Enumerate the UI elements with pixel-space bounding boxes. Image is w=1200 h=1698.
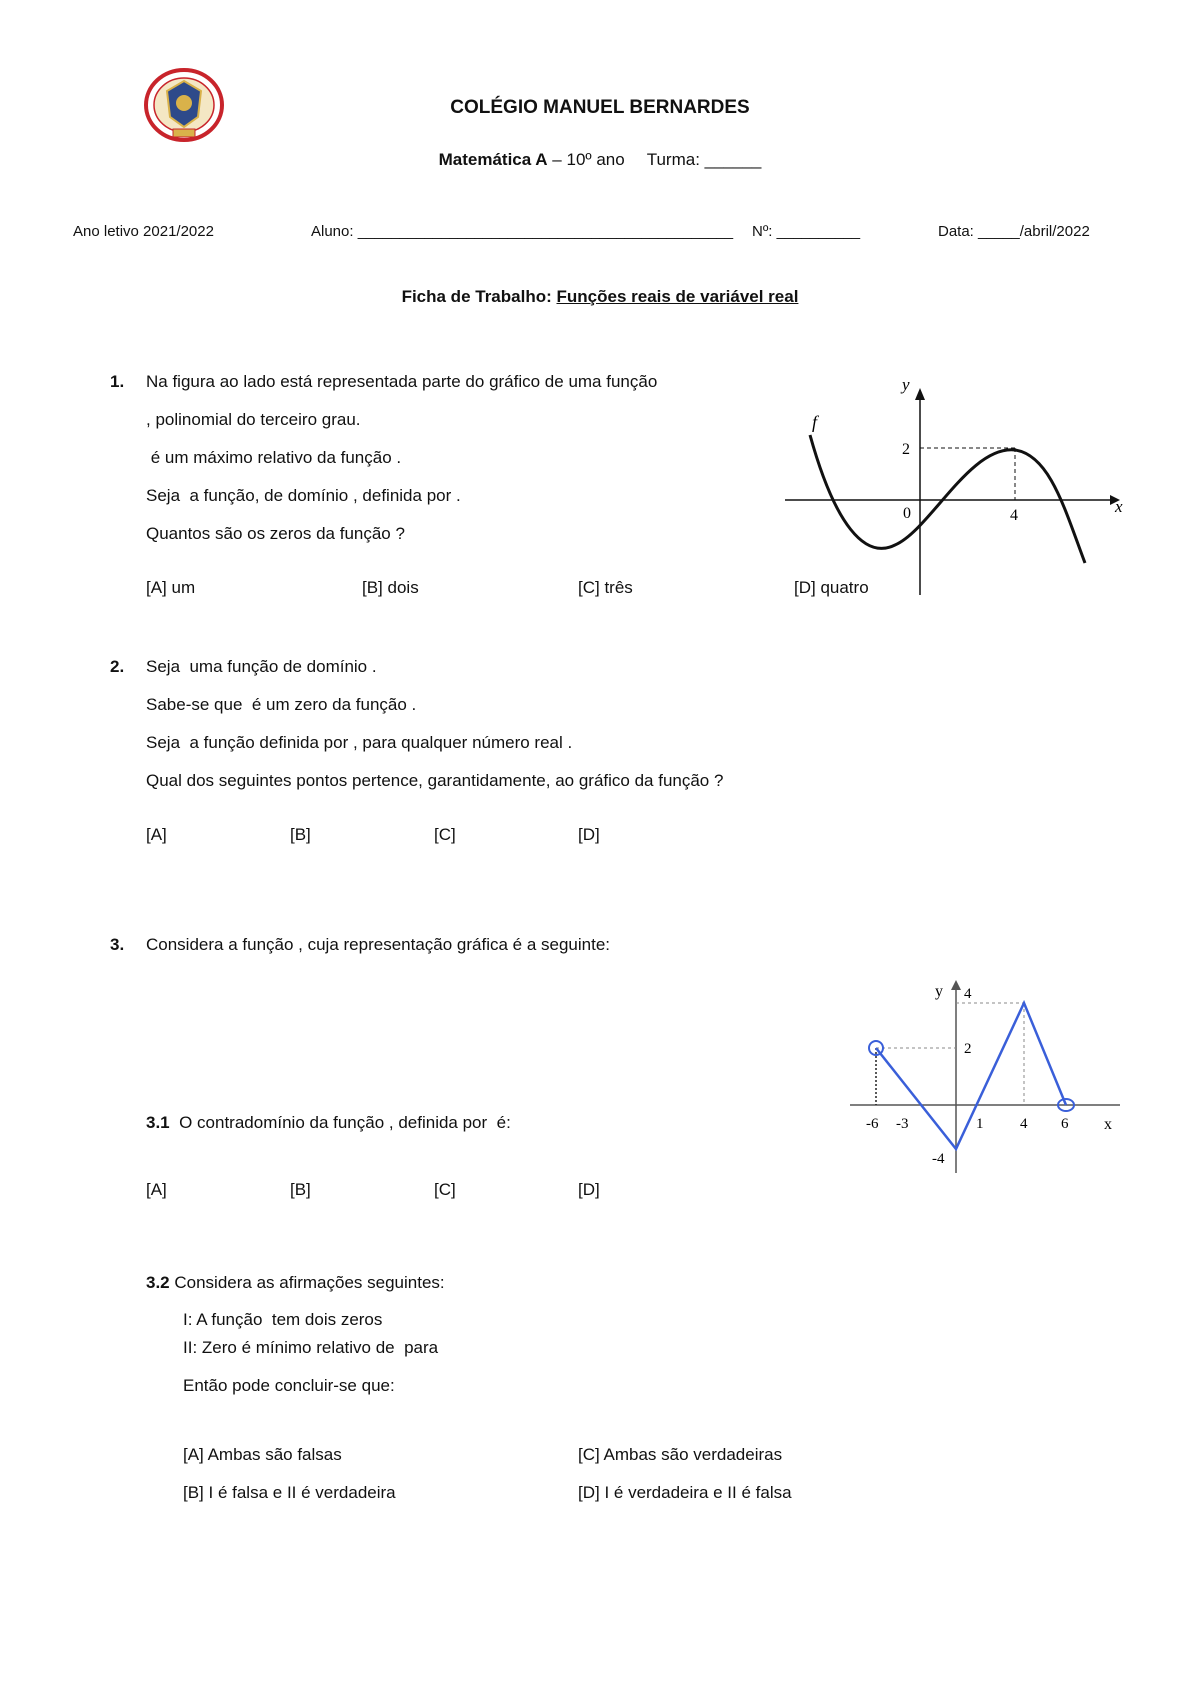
grade: 10º ano <box>566 150 625 169</box>
q2-line-3: Seja a função definida por , para qualquer número real . <box>146 733 573 752</box>
q2-line-4: Qual dos seguintes pontos pertence, garantidamente, ao gráfico da função ? <box>146 771 724 790</box>
school-name: COLÉGIO MANUEL BERNARDES <box>450 97 750 118</box>
q1-function-graph <box>780 370 1130 605</box>
q3-intro: Considera a função , cuja representação gráfica é a seguinte: <box>146 935 611 954</box>
q1-curve <box>810 435 1085 563</box>
q2-line-2: Sabe-se que é um zero da função . <box>146 695 417 714</box>
q3-y-label: y <box>935 983 943 1000</box>
q1-origin: 0 <box>903 505 911 522</box>
worksheet-title <box>0 287 1200 307</box>
worksheet-topic: Funções reais de variável real <box>556 287 799 306</box>
subject-line <box>0 150 1200 170</box>
q1-option-c[interactable]: [C] três <box>578 578 633 597</box>
number-field[interactable] <box>752 223 860 240</box>
q1-line-5: Quantos são os zeros da função ? <box>146 524 405 543</box>
number-blank: __________ <box>772 223 861 240</box>
q32-option-b[interactable]: [B] I é falsa e II é verdadeira <box>183 1483 396 1502</box>
q31-text: O contradomínio da função , definida por é: <box>179 1113 511 1132</box>
q32-option-a[interactable]: [A] Ambas são falsas <box>183 1445 342 1464</box>
q2-option-b[interactable]: [B] <box>290 825 311 844</box>
q1-y-tick-2: 2 <box>902 441 910 458</box>
q2-option-d[interactable]: [D] <box>578 825 600 844</box>
date-field[interactable] <box>938 223 1090 240</box>
q3-x-tick-neg6: -6 <box>866 1116 879 1132</box>
q3-x-tick-6: 6 <box>1061 1116 1069 1132</box>
student-label: Aluno: <box>311 223 354 240</box>
class-blank: ______ <box>699 150 762 169</box>
school-year: Ano letivo 2021/2022 <box>73 223 214 240</box>
q3-number: 3. <box>110 935 125 954</box>
q31-number: 3.1 <box>146 1113 170 1132</box>
q2-option-c[interactable]: [C] <box>434 825 456 844</box>
class-label: Turma: <box>646 150 700 169</box>
q1-option-d[interactable]: [D] quatro <box>794 578 869 597</box>
q3-y-arrow <box>951 980 961 990</box>
q1-option-a[interactable]: [A] um <box>146 578 196 597</box>
q3-y-tick-neg4: -4 <box>932 1151 945 1167</box>
number-label: Nº: <box>752 223 773 240</box>
date-value: _____/abril/2022 <box>973 223 1090 240</box>
q2-number: 2. <box>110 657 125 676</box>
q3-y-tick-4: 4 <box>964 986 972 1002</box>
q1-line-3: é um máximo relativo da função . <box>146 448 402 467</box>
student-field[interactable] <box>311 223 733 240</box>
q2-option-a[interactable]: [A] <box>146 825 167 844</box>
q1-line-1: Na figura ao lado está representada parte do gráfico de uma função <box>146 372 658 391</box>
q32-statement-1: I: A função tem dois zeros <box>183 1310 383 1329</box>
q31-line <box>146 1113 511 1133</box>
worksheet-label: Ficha de Trabalho: <box>401 287 552 306</box>
q32-statement-2: II: Zero é mínimo relativo de para <box>183 1338 439 1357</box>
q3-x-label: x <box>1104 1116 1112 1133</box>
q32-line <box>146 1273 445 1293</box>
q3-function-graph <box>840 978 1140 1178</box>
date-label: Data: <box>938 223 974 240</box>
q1-f-label: f <box>812 412 818 432</box>
q32-option-c[interactable]: [C] Ambas são verdadeiras <box>578 1445 783 1464</box>
q31-option-b[interactable]: [B] <box>290 1180 311 1199</box>
q3-x-tick-neg3: -3 <box>896 1116 909 1132</box>
q1-line-4: Seja a função, de domínio , definida por . <box>146 486 461 505</box>
q1-number: 1. <box>110 372 125 391</box>
q3-y-tick-2: 2 <box>964 1041 972 1057</box>
student-blank: _____________________________________________ <box>353 223 734 240</box>
q1-y-arrow <box>915 388 925 400</box>
dash: – <box>547 150 567 169</box>
q31-option-d[interactable]: [D] <box>578 1180 600 1199</box>
q31-option-c[interactable]: [C] <box>434 1180 456 1199</box>
q1-y-label: y <box>902 375 910 394</box>
q32-text: Considera as afirmações seguintes: <box>174 1273 445 1292</box>
subject: Matemática A <box>438 150 548 169</box>
q1-x-label: x <box>1115 497 1123 516</box>
q31-option-a[interactable]: [A] <box>146 1180 167 1199</box>
q1-line-2: , polinomial do terceiro grau. <box>146 410 361 429</box>
q1-x-tick-4: 4 <box>1010 507 1018 524</box>
q32-number: 3.2 <box>146 1273 170 1292</box>
q2-line-1: Seja uma função de domínio . <box>146 657 377 676</box>
q32-conclude: Então pode concluir-se que: <box>183 1376 395 1395</box>
q3-x-tick-4: 4 <box>1020 1116 1028 1132</box>
q3-x-tick-1: 1 <box>976 1116 984 1132</box>
q1-option-b[interactable]: [B] dois <box>362 578 419 597</box>
q32-option-d[interactable]: [D] I é verdadeira e II é falsa <box>578 1483 792 1502</box>
